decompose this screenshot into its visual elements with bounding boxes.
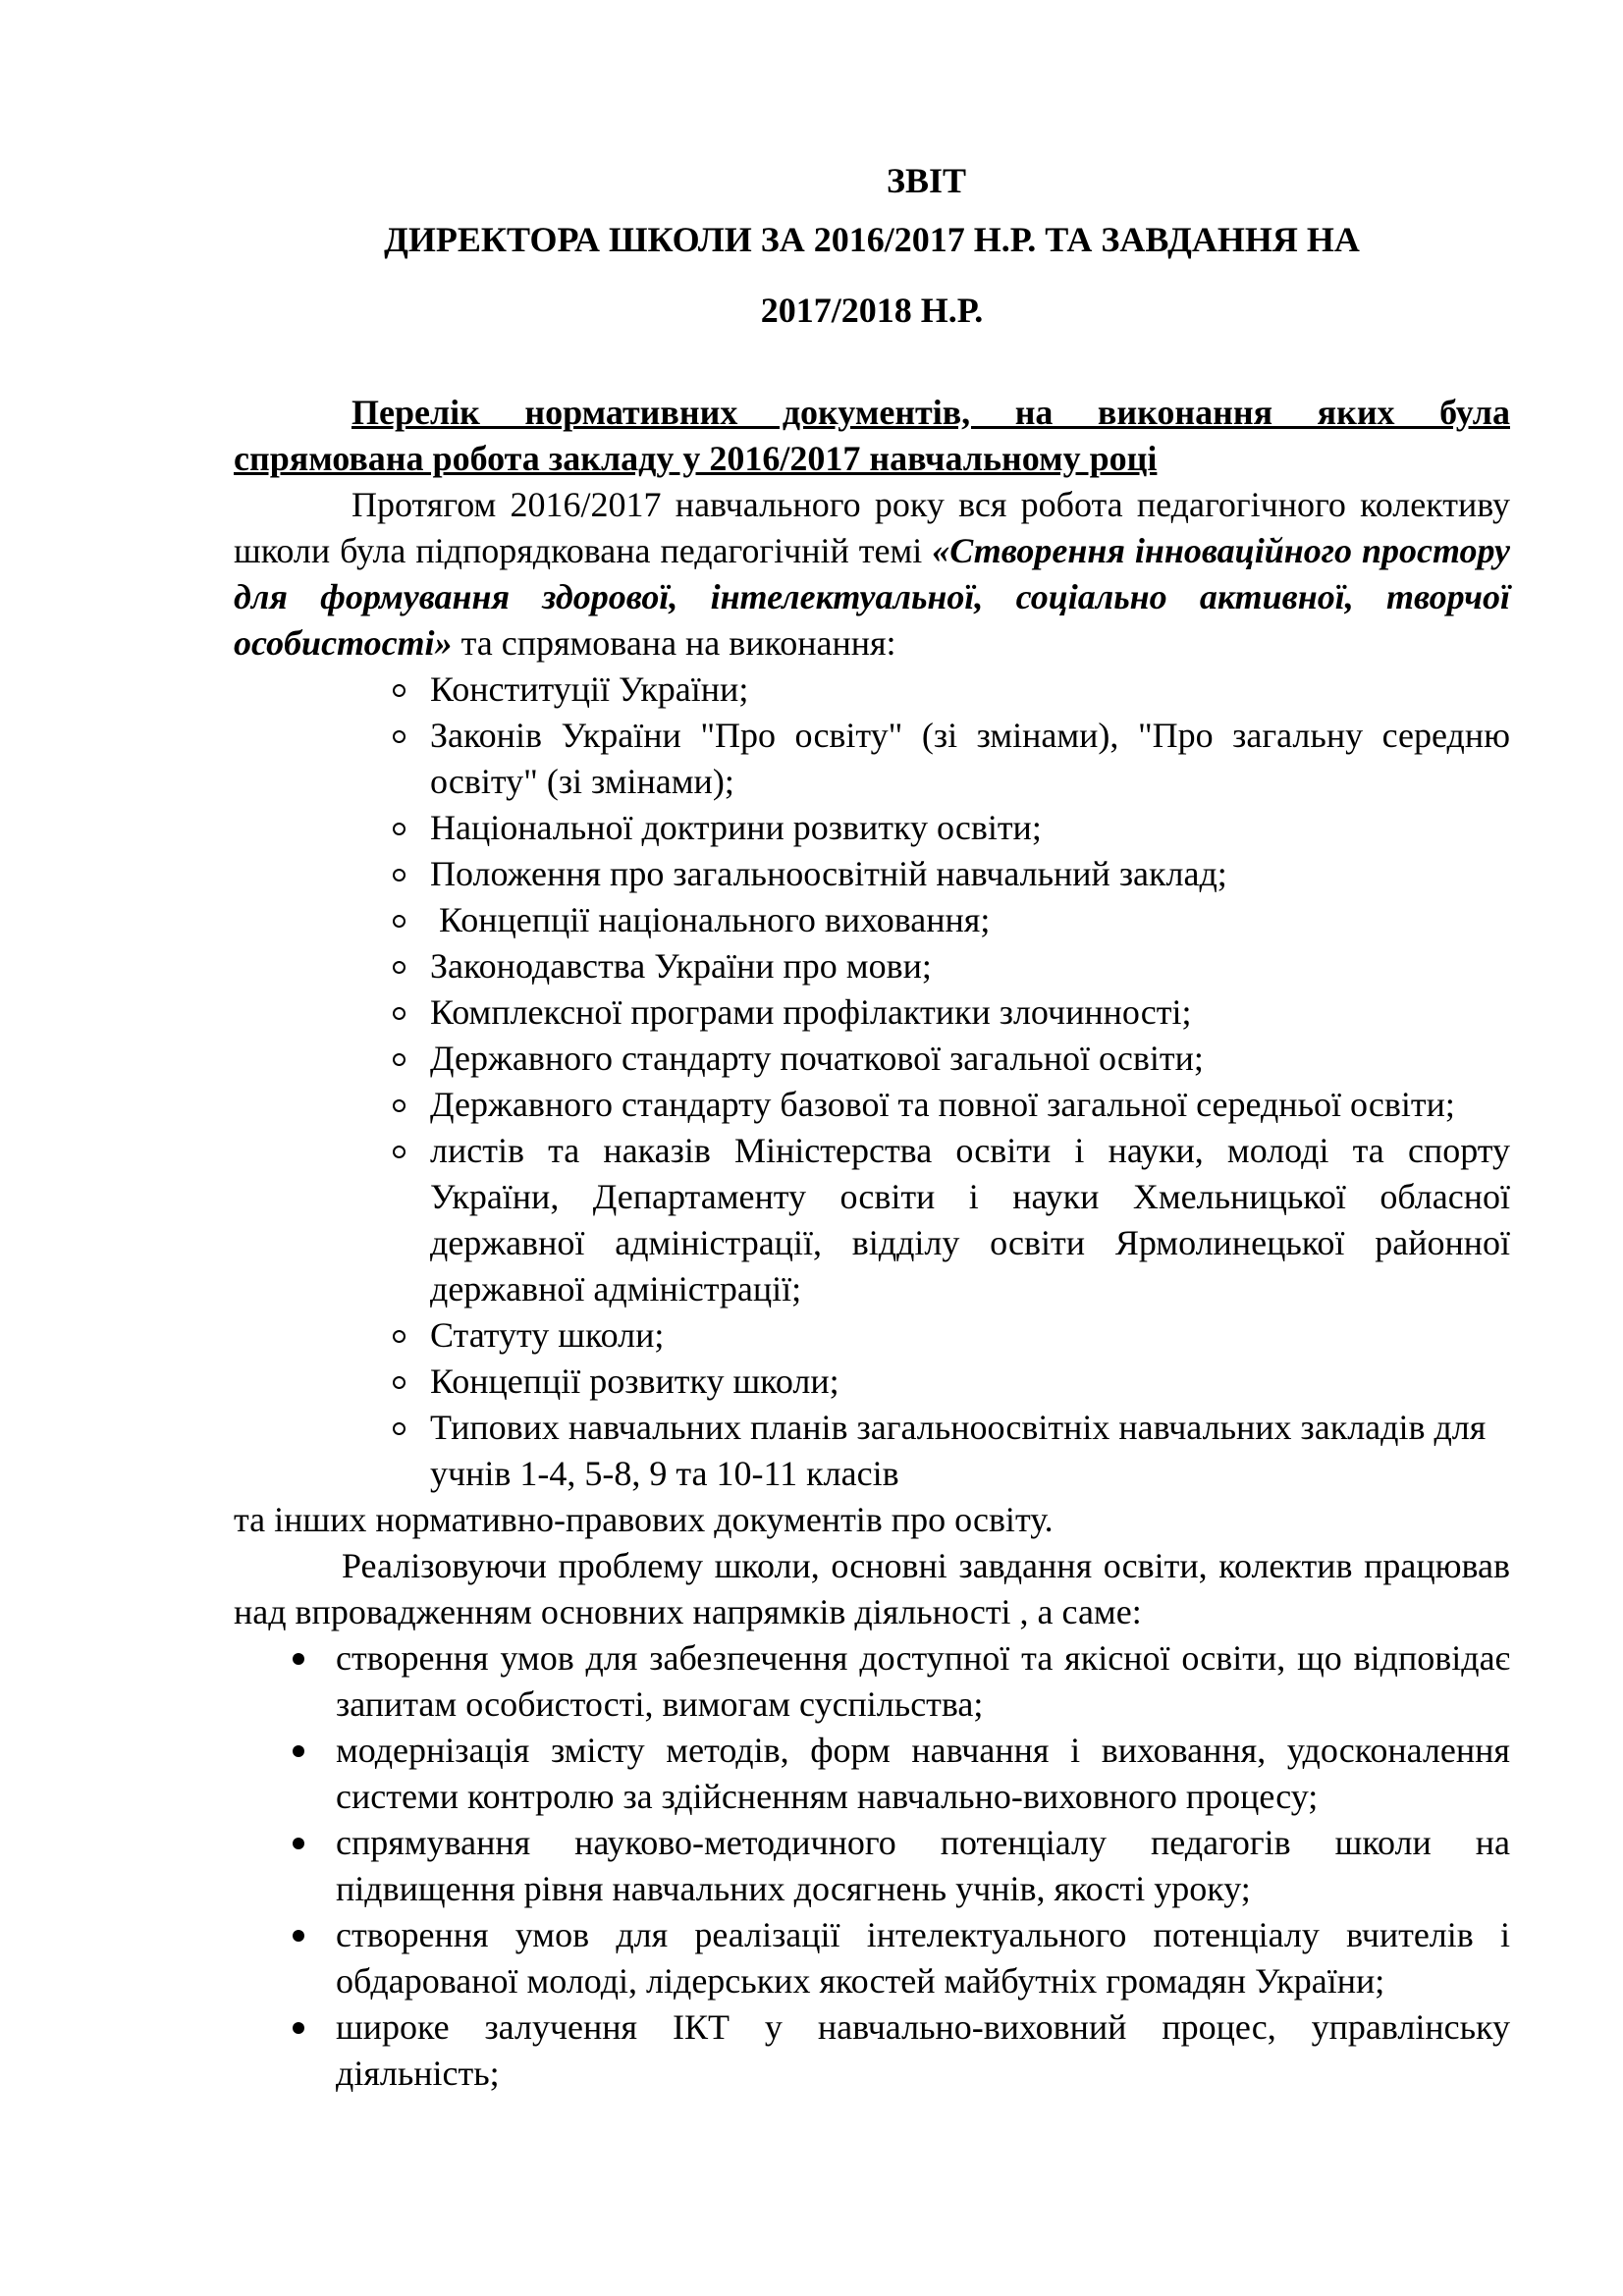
list-item: листів та наказів Міністерства освіти і науки, молоді та спорту України, Департаменту освіти і науки Хмельницької обласної державної адміністрації, відділу освіти Ярмолинецької районної державної адміністрації; xyxy=(430,1128,1510,1312)
list-item: Державного стандарту базової та повної загальної середньої освіти; xyxy=(430,1082,1510,1128)
report-subtitle-line-1: ДИРЕКТОРА ШКОЛИ ЗА 2016/2017 Н.Р. ТА ЗАВДАННЯ НА xyxy=(384,220,1360,259)
list-item: Законодавства України про мови; xyxy=(430,943,1510,989)
report-title: ЗВІТ xyxy=(886,161,967,200)
list-item: створення умов для реалізації інтелектуального потенціалу вчителів і обдарованої молоді, лідерських якостей майбутніх громадян України; xyxy=(336,1912,1510,2004)
section-heading-line-1: Перелік нормативних документів, на виконання яких була xyxy=(352,393,1510,432)
list-item: Національної доктрини розвитку освіти; xyxy=(430,805,1510,851)
list-item: спрямування науково-методичного потенціалу педагогів школи на підвищення рівня навчальних досягнень учнів, якості уроку; xyxy=(336,1820,1510,1912)
list-item: створення умов для забезпечення доступної та якісної освіти, що відповідає запитам особистості, вимогам суспільства; xyxy=(336,1635,1510,1728)
documents-tail: та інших нормативно-правових документів про освіту. xyxy=(234,1500,1054,1539)
directions-intro: Реалізовуючи проблему школи, основні завдання освіти, колектив працював над впровадженням основних напрямків діяльності , а саме: xyxy=(234,1546,1510,1631)
list-item: Державного стандарту початкової загальної освіти; xyxy=(430,1036,1510,1082)
list-item: модернізація змісту методів, форм навчання і виховання, удосконалення системи контролю за здійсненням навчально-виховного процесу; xyxy=(336,1728,1510,1820)
list-item: Статуту школи; xyxy=(430,1312,1510,1359)
documents-list xyxy=(234,667,1510,1497)
pedagogical-theme: «Створення інноваційного простору для формування здорової, інтелектуальної, соціально активної, творчої особистості» xyxy=(234,531,1510,663)
section-heading-line-2: спрямована робота закладу у 2016/2017 навчальному році xyxy=(234,439,1158,478)
list-item: Концепції національного виховання; xyxy=(430,897,1510,943)
document-body xyxy=(234,390,1510,2097)
report-subtitle-line-2: 2017/2018 Н.Р. xyxy=(760,291,984,330)
intro-text-after: та спрямована на виконання: xyxy=(452,623,896,663)
intro-paragraph xyxy=(234,482,1510,667)
list-item: Конституції України; xyxy=(430,667,1510,713)
directions-list xyxy=(234,1635,1510,2097)
intro-text-before: Протягом 2016/2017 навчального року вся робота педагогічного колективу школи була підпорядкована педагогічній темі xyxy=(234,485,1510,570)
list-item: Комплексної програми профілактики злочинності; xyxy=(430,989,1510,1036)
list-item: Концепції розвитку школи; xyxy=(430,1359,1510,1405)
list-item: широке залучення ІКТ у навчально-виховний процес, управлінську діяльність; xyxy=(336,2004,1510,2097)
list-item: Законів України "Про освіту" (зі змінами), "Про загальну середню освіту" (зі змінами); xyxy=(430,713,1510,805)
list-item: Положення про загальноосвітній навчальний заклад; xyxy=(430,851,1510,897)
section-heading xyxy=(234,390,1510,482)
list-item: Типових навчальних планів загальноосвітніх навчальних закладів для учнів 1-4, 5-8, 9 та 10-11 класів xyxy=(430,1405,1510,1497)
